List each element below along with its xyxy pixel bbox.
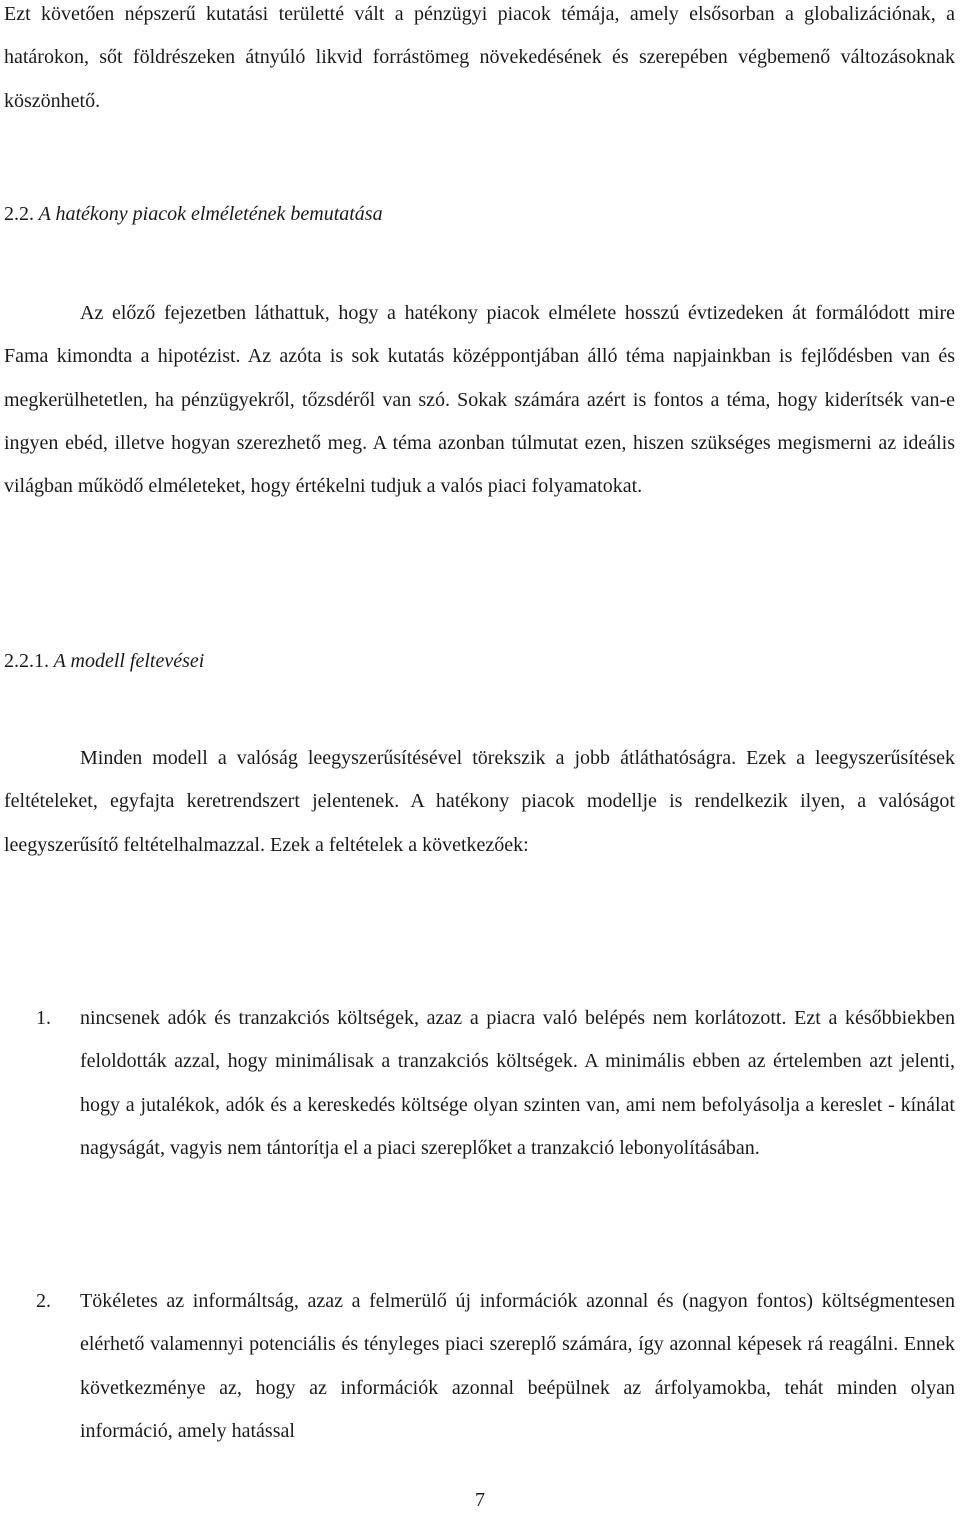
intro-paragraph: Ezt követően népszerű kutatási területté vált a pénzügyi piacok témája, amely elsősorban a globalizációnak, a határokon, sőt földrészeken átnyúló likvid forrástömeg növekedésének és szerepében végbemenő változásoknak köszönhető. <box>4 3 955 112</box>
list-item <box>36 997 955 1170</box>
list-item-text: nincsenek adók és tranzakciós költségek, azaz a piacra való belépés nem korlátozott. Ezt a későbbiekben feloldották azzal, hogy minimálisak a tranzakciós költségek. A minimális ebben az értelemben azt jelenti, hogy a jutalékok, adók és a kereskedés költsége olyan szinten van, ami nem befolyásolja a kereslet - kínálat nagyságát, vagyis nem tántorítja el a piaci szereplőket a tranzakció lebonyolításában. <box>80 1007 955 1159</box>
list-item-text: Tökéletes az informáltság, azaz a felmerülő új információk azonnal és (nagyon fontos) költségmentesen elérhető valamennyi potenciális és tényleges piaci szereplő számára, így azonnal képesek rá reagálni. Ennek következménye az, hogy az információk azonnal beépülnek az árfolyamokba, tehát minden olyan információ, amely hatással <box>80 1290 955 1442</box>
section-number: 2.2. <box>4 203 34 225</box>
section-heading-2-2 <box>4 200 383 228</box>
list-item <box>36 1280 955 1453</box>
section-2-2-paragraph: Az előző fejezetben láthattuk, hogy a hatékony piacok elmélete hosszú évtizedeken át formálódott mire Fama kimondta a hipotézist. Az azóta is sok kutatás középpontjában álló téma napjainkban is fejlődésben van és megkerülhetetlen, ha pénzügyekről, tőzsdéről van szó. Sokak számára azért is fontos a téma, hogy kiderítsék van-e ingyen ebéd, illetve hogyan szerezhető meg. A téma azonban túlmutat ezen, hiszen szükséges megismerni az ideális világban működő elméleteket, hogy értékelni tudjuk a valós piaci folyamatokat. <box>4 302 955 498</box>
page-number: 7 <box>475 1489 485 1511</box>
section-2-2-1-paragraph: Minden modell a valóság leegyszerűsítésével törekszik a jobb átláthatóságra. Ezek a leegyszerűsítések feltételeket, egyfajta keretrendszert jelentenek. A hatékony piacok modellje is rendelkezik ilyen, a valóságot leegyszerűsítő feltételhalmazzal. Ezek a feltételek a következőek: <box>4 747 955 856</box>
list-marker: 2. <box>36 1290 51 1312</box>
section-title: A hatékony piacok elméletének bemutatása <box>38 203 383 225</box>
subsection-title: A modell feltevései <box>53 650 205 672</box>
list-marker: 1. <box>36 1007 51 1029</box>
section-heading-2-2-1 <box>4 647 204 675</box>
subsection-number: 2.2.1. <box>4 650 49 672</box>
